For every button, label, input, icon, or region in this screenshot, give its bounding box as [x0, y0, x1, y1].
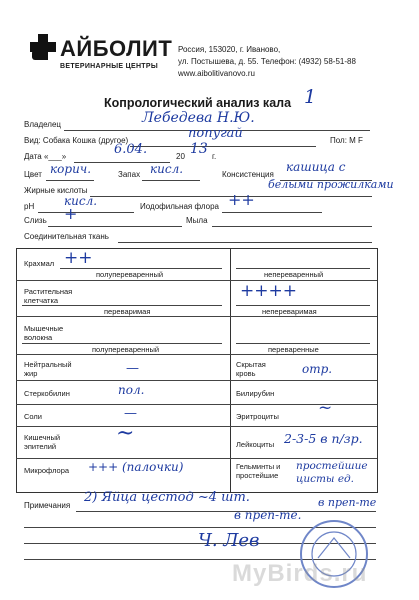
starch-left-sub: полупереваренный: [96, 270, 164, 279]
date-year-value: 13: [190, 141, 208, 157]
smell-value: кисл.: [150, 162, 184, 176]
iodophil-label: Иодофильная флора: [140, 202, 219, 211]
fatty-acids-value: белыми прожилками: [268, 178, 394, 191]
sex-label: Пол: М F: [330, 136, 363, 145]
date-label: Дата «___»: [24, 152, 67, 161]
color-label: Цвет: [24, 170, 42, 179]
soap-label: Мыла: [186, 216, 208, 225]
hidden-blood-value: отр.: [302, 362, 333, 376]
erythrocytes-value: ~: [318, 398, 333, 418]
muscle-label: Мышечные волокна: [24, 324, 64, 342]
neutral-fat-value: —: [126, 361, 139, 376]
title-number: 1: [304, 86, 317, 108]
muscle-left-sub: полупереваренный: [92, 345, 160, 354]
muscle-right-sub: переваренные: [268, 345, 319, 354]
hidden-blood-label: Скрытая кровь: [236, 360, 266, 378]
notes-value-line1-right: в преп-те: [318, 496, 377, 509]
address-line-2: ул. Постышева, д. 55. Телефон: (4932) 58-51-88: [178, 57, 356, 66]
leukocytes-value: 2-3-5 в п/зр.: [284, 431, 363, 446]
fatty-acids-label: Жирные кислоты: [24, 186, 88, 195]
stercobilin-value: пол.: [118, 383, 145, 397]
brand-name: АЙБОЛИТ: [60, 36, 173, 61]
salts-label: Соли: [24, 412, 42, 421]
erythrocytes-label: Эритроциты: [236, 412, 279, 421]
leukocytes-label: Лейкоциты: [236, 440, 275, 449]
salts-value: —: [124, 406, 137, 421]
notes-value-line1: 2) Яйца цестод ~4 шт.: [84, 490, 250, 505]
ph-value: кисл.: [64, 194, 98, 208]
species-label: Вид: Собака Кошка (другое): [24, 136, 129, 145]
starch-label: Крахмал: [24, 259, 55, 268]
species-value: попугай: [188, 126, 243, 141]
helminths-label: Гельминты и простейшие: [236, 462, 281, 480]
connective-label: Соединительная ткань: [24, 232, 109, 241]
smell-label: Запах: [118, 170, 141, 179]
color-value: корич.: [50, 162, 92, 176]
notes-value-line2: в преп-те.: [234, 508, 302, 522]
consistency-value: кашица с: [286, 160, 346, 174]
brand-subtitle: ВЕТЕРИНАРНЫЕ ЦЕНТРЫ: [60, 63, 159, 70]
date-year-prefix: 20: [176, 152, 185, 161]
mucus-value: +: [64, 204, 78, 223]
owner-label: Владелец: [24, 120, 62, 129]
plant-fiber-label: Растительная клетчатка: [24, 287, 73, 305]
doctor-signature: Ч. Лев: [198, 530, 260, 551]
date-year-suffix: г.: [212, 152, 217, 161]
notes-label: Примечания: [24, 501, 71, 510]
starch-right-sub: непереваренный: [264, 270, 324, 279]
logo-cross-icon: [28, 32, 58, 62]
mucus-label: Слизь: [24, 216, 47, 225]
intestinal-epithelium-label: Кишечный эпителий: [24, 433, 61, 451]
microflora-label: Микрофлора: [24, 466, 70, 475]
intestinal-epithelium-value: ~: [116, 421, 135, 446]
ph-label: pH: [24, 202, 35, 211]
bilirubin-label: Билирубин: [236, 389, 275, 398]
consistency-label: Консистенция: [222, 170, 274, 179]
stercobilin-label: Стеркобилин: [24, 389, 70, 398]
microflora-value: +++ (палочки): [88, 460, 184, 474]
plant-left-sub: переваримая: [104, 307, 151, 316]
website-link: www.aibolitivanovo.ru: [178, 69, 255, 78]
helminths-value: простейшие цисты ед.: [296, 460, 368, 485]
page-title: Копрологический анализ кала: [104, 96, 292, 110]
neutral-fat-label: Нейтральный жир: [24, 360, 72, 378]
plant-right-sub: непереваримая: [262, 307, 317, 316]
plant-fiber-value: ++++: [240, 281, 297, 301]
watermark: MyBirds.ru: [232, 560, 368, 587]
address-line-1: Россия, 153020, г. Иваново,: [178, 45, 281, 54]
date-day-value: 6.04.: [114, 142, 148, 157]
owner-value: Лебедева Н.Ю.: [142, 110, 255, 126]
starch-value: ++: [64, 248, 93, 268]
iodophil-value: ++: [228, 190, 255, 209]
